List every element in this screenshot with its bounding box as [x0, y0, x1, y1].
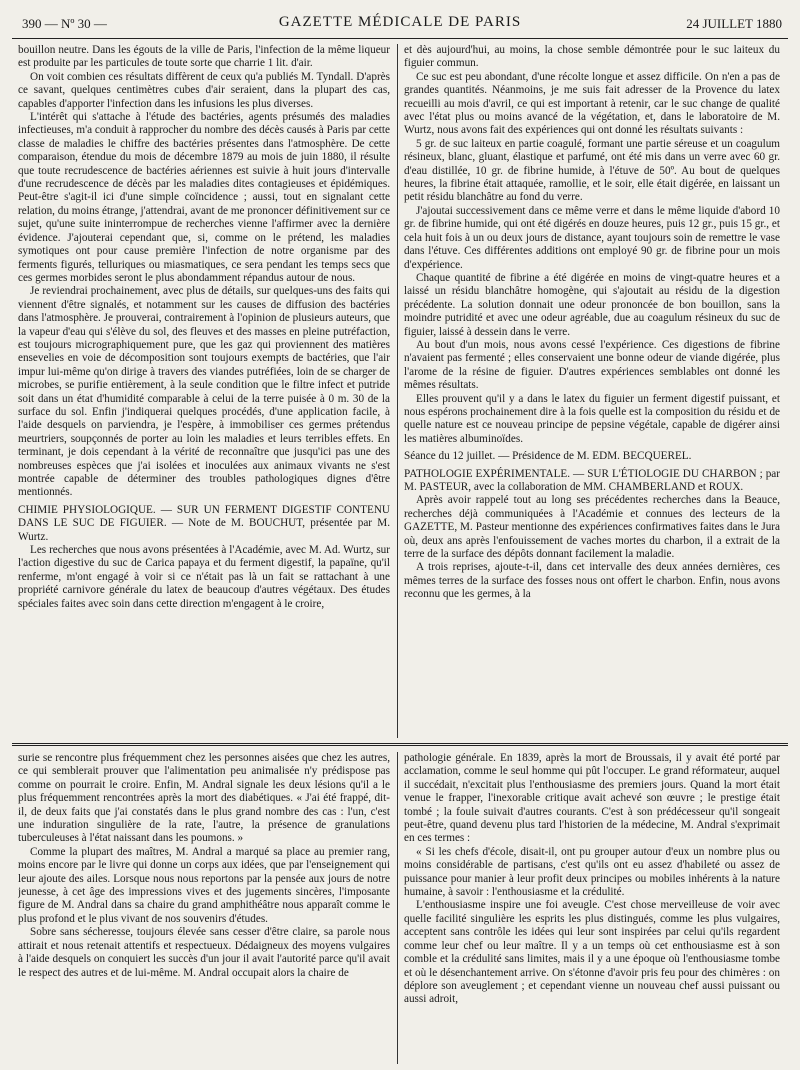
paragraph: J'ajoutai successivement dans ce même verre et dans le même liquide d'abord 10 gr. de fibrine humide, qui ont été digérés en douze heures, puis 12 gr., puis 15 gr., et cela huit fois à un ou deux jours de distance, ayant toujours soin de remettre le vase dans l'étuve. Ces différentes additions ont employé 90 gr. de fibrine pour un mois d'expérience.: [404, 204, 780, 271]
paragraph: Chaque quantité de fibrine a été digérée en moins de vingt-quatre heures et a laissé un résidu blanchâtre homogène, qui s'ajoutait au résidu de la digestion précédente. La solution donnait une odeur prononcée de bon bouillon, sans la moindre putridité et avec une odeur agréable, due au coagulum résineux du suc de figuier, laissé à dessein dans le verre.: [404, 271, 780, 338]
lower-right-column: [404, 752, 780, 1064]
section-separator: [12, 743, 788, 746]
paragraph: L'intérêt qui s'attache à l'étude des bactéries, agents présumés des maladies infectieuses, m'a conduit à rapprocher du nombre des décès causés à Paris par cette classe de maladies le chiffre des bactéries présentes dans l'atmosphère. De cette comparaison, étendue du mois de décembre 1879 au mois de juin 1880, il résulte que toute recrudescence de bactéries aériennes est suivie à huit jours d'intervalle d'une recrudescence de décès par les maladies dites contagieuses et épidémiques. Peut-être s'agit-il ici d'une simple coïncidence ; aussi, tout en signalant cette relation, du moins étrange, j'attendrai, avant de me prononcer définitivement sur ce sujet, qu'une suite ininterrompue de recherches vienne l'affirmer avec la dernière évidence. J'ajouterai cependant que, si, comme on le prétend, les maladies symotiques ont pour cause première l'infection de notre organisme par des ferments figurés, telluriques ou miasmatiques, ce sera pendant les temps secs que ces germes morbides seront le plus abondamment répandus autour de nous.: [18, 111, 390, 284]
column-divider: [397, 44, 398, 738]
section-heading: CHIMIE PHYSIOLOGIQUE. — SUR UN FERMENT DIGESTIF CONTENU DANS LE SUC DE FIGUIER. — Note de M. BOUCHUT, présentée par M. Wurtz.: [18, 503, 390, 543]
paragraph: Après avoir rappelé tout au long ses précédentes recherches dans la Beauce, recherches déjà communiquées à l'Académie et connues des lecteurs de la GAZETTE, M. Pasteur mentionne des expériences confirmatives faites dans le Jura où, deux ans après l'enfouissement de vaches mortes du charbon, il a extrait de la terre de la surface des dépôts donnant facilement la maladie.: [404, 494, 780, 561]
paragraph: L'enthousiasme inspire une foi aveugle. C'est chose merveilleuse de voir avec quelle facilité singulière les esprits les plus distingués, comme les plus vulgaires, acceptent sans contrôle les idées qui leur sont inspirées par celui qu'ils regardent comme leur chef ou leur maître. Il y a un temps où cet enthousiasme est à son comble et la crédulité sans limites, mais il y a une époque où l'enthousiasme tombe et où le désenchantement arrive. On s'étonne d'avoir pris feu pour des chimères : on déplore son aveuglement ; et cependant vienne un nouveau chef aussi puissant ou aussi adroit,: [404, 899, 780, 1006]
paragraph: Sobre sans sécheresse, toujours élevée sans cesser d'être claire, sa parole nous attirait et nous retenait attentifs et respectueux. Dédaigneux des moyens vulgaires à l'aide desquels on conquiert les succès d'un jour il avait l'autorité parce qu'il avait le respect des autres et de lui-même. M. Andral occupait alors la chaire de: [18, 926, 390, 979]
upper-right-column: [404, 44, 780, 738]
paragraph: pathologie générale. En 1839, après la mort de Broussais, il y avait été porté par acclamation, comme le seul homme qui pût l'occuper. Le grand réformateur, auquel il succédait, n'excitait plus l'enthousiasme des premiers jours. Quand la mort était venue le frapper, l'inexorable critique avait achevé son œuvre ; le prestige était tombé ; la foule suivait d'autres courants. C'est à son prédécesseur qu'il songeait peut-être, quand devenu plus tard l'historien de la médecine, M. Andral s'exprimait en ces termes :: [404, 752, 780, 845]
paragraph: On voit combien ces résultats diffèrent de ceux qu'a publiés M. Tyndall. D'après ce savant, quelques centimètres cubes d'air seraient, dans la plupart des cas, capables d'apporter l'infection dans les infusions les plus diverses.: [18, 70, 390, 110]
header-rule: [12, 38, 788, 39]
paragraph: 5 gr. de suc laiteux en partie coagulé, formant une partie séreuse et un coagulum résineux, blanc, gluant, élastique et parfumé, ont été mis dans un verre avec 60 gr. d'eau distillée, 10 gr. de fibrine humide, à l'étuve de 50º. Au bout de quelques heures, la fibrine était attaquée, ramollie, et le soir, elle était digérée, en laissant un petit résidu blanchâtre au fond du verre.: [404, 137, 780, 204]
lower-left-column: [18, 752, 390, 1064]
paragraph: Les recherches que nous avons présentées à l'Académie, avec M. Ad. Wurtz, sur l'action digestive du suc de Carica papaya et du ferment digestif, la papaïne, qu'il renferme, m'ont engagé à voir si ce n'était pas là un fait se rattachant à une propriété carnivore générale du latex de beaucoup d'autres végétaux. Des études spéciales faites avec soin dans cette direction m'engagent à le croire,: [18, 544, 390, 610]
paragraph: Je reviendrai prochainement, avec plus de détails, sur quelques-uns des faits qui viennent d'être signalés, et notamment sur les causes de diffusion des bactéries dans l'atmosphère. Je prouverai, contrairement à l'opinion de plusieurs auteurs, que la vapeur d'eau qui s'élève du sol, des fleuves et des masses en pleine putréfaction, est toujours micrographiquement pure, que les gaz qui proviennent des matières ensevelies en voie de décomposition sont toujours exempts de bactéries, que l'air impur lui-même qu'on dirige à travers des viandes putréfiées, loin de se charger de microbes, se purifie entièrement, à la seule condition que le filtre infect et putride soit dans un état d'humidité comparable à celui de la terre puisée à 0 m. 30 de la surface du sol. Enfin j'indiquerai quelques procédés, d'une application facile, à l'aide desquels on parviendra, je l'espère, à immobiliser ces germes prétendus meurtriers, soupçonnés de porter au loin les maladies et leurs terribles effets. En terminant, je dois cependant à la vérité de reconnaître que jusqu'ici pas une des nombreuses espèces que j'ai isolées et inoculées aux animaux vivants ne s'est montrée capable de déterminer des troubles pathologiques dignes d'être mentionnés.: [18, 285, 390, 499]
paragraph: Au bout d'un mois, nous avons cessé l'expérience. Ces digestions de fibrine n'avaient pas fermenté ; elles conservaient une bonne odeur de viande digérée, plus l'arome de la résine de figuier. D'autres expériences semblables ont donné les mêmes résultats.: [404, 338, 780, 392]
paragraph: bouillon neutre. Dans les égouts de la ville de Paris, l'infection de la même liqueur est produite par les particules de toute sorte que charrie 1 lit. d'air.: [18, 44, 390, 70]
paragraph: A trois reprises, ajoute-t-il, dans cet intervalle des deux années dernières, ces mêmes terres de la surface des fosses nous ont offert le charbon. Enfin, nous avons reconnu que les germes, à la: [404, 561, 780, 601]
paragraph: et dès aujourd'hui, au moins, la chose semble démontrée pour le suc laiteux du figuier commun.: [404, 44, 780, 70]
paragraph: Elles prouvent qu'il y a dans le latex du figuier un ferment digestif puissant, et nous espérons prochainement dire à la fois quelle est la composition du résidu et de quelle nature est ce nouveau principe de pepsine végétale, capable de digérer ainsi les matières albuminoïdes.: [404, 392, 780, 445]
page-header: [12, 8, 788, 38]
session-heading: Séance du 12 juillet. — Présidence de M. EDM. BECQUEREL.: [404, 450, 692, 463]
paragraph: Ce suc est peu abondant, d'une récolte longue et assez difficile. On n'en a pas de grandes quantités. Néanmoins, je me suis fait adresser de la Provence du latex recueilli au mois d'avril, ce qui est important à retenir, car le suc change de qualité avec l'état plus ou moins avancé de la végétation, et, dans le laboratoire de M. Wurtz, nous avons fait des expériences qui ont donné les résultats suivants :: [404, 70, 780, 137]
paragraph: « Si les chefs d'école, disait-il, ont pu grouper autour d'eux un nombre plus ou moins considérable de partisans, c'est qu'ils ont eu assez d'habileté ou assez de puissance pour manier à leur profit deux principes ou mobiles inhérents à la nature humaine, à savoir : l'enthousiasme et la crédulité.: [404, 845, 780, 899]
upper-left-column: [18, 44, 390, 738]
journal-title: GAZETTE MÉDICALE DE PARIS: [278, 14, 522, 30]
column-divider: [397, 752, 398, 1064]
issue-date: 24 JUILLET 1880: [686, 16, 782, 31]
paragraph: surie se rencontre plus fréquemment chez les personnes aisées que chez les autres, ce qui semblerait prouver que l'alimentation peu animalisée n'y prédispose pas comme on pourrait le croire. Enfin, M. Andral signale les deux lésions qu'il a le plus fréquemment rencontrées après la mort des diabétiques. « J'ai été frappé, dit-il, de deux faits que j'ai constatés dans le plus grand nombre des cas : l'un, c'est une induration singulière de la rate, l'autre, la présence de granulations tuberculeuses à l'état naissant dans les poumons. »: [18, 752, 390, 845]
paragraph: Comme la plupart des maîtres, M. Andral a marqué sa place au premier rang, moins encore par le livre qui donne un corps aux idées, que par l'enseignement qui leur ajoute des ailes. Lorsque nous nous reportons par la pensée aux jours de notre jeunesse, à cet âge des impressions vives et des jugements sincères, l'imposante figure de M. Andral dans sa chaire du grand amphithéâtre nous apparaît comme le plus profond et le plus vivant de nos souvenirs d'études.: [18, 845, 390, 925]
page-number: 390 — Nº 30 —: [22, 16, 107, 31]
section-heading: PATHOLOGIE EXPÉRIMENTALE. — SUR L'ÉTIOLOGIE DU CHARBON ; par M. PASTEUR, avec la collaboration de MM. CHAMBERLAND et ROUX.: [404, 467, 780, 493]
